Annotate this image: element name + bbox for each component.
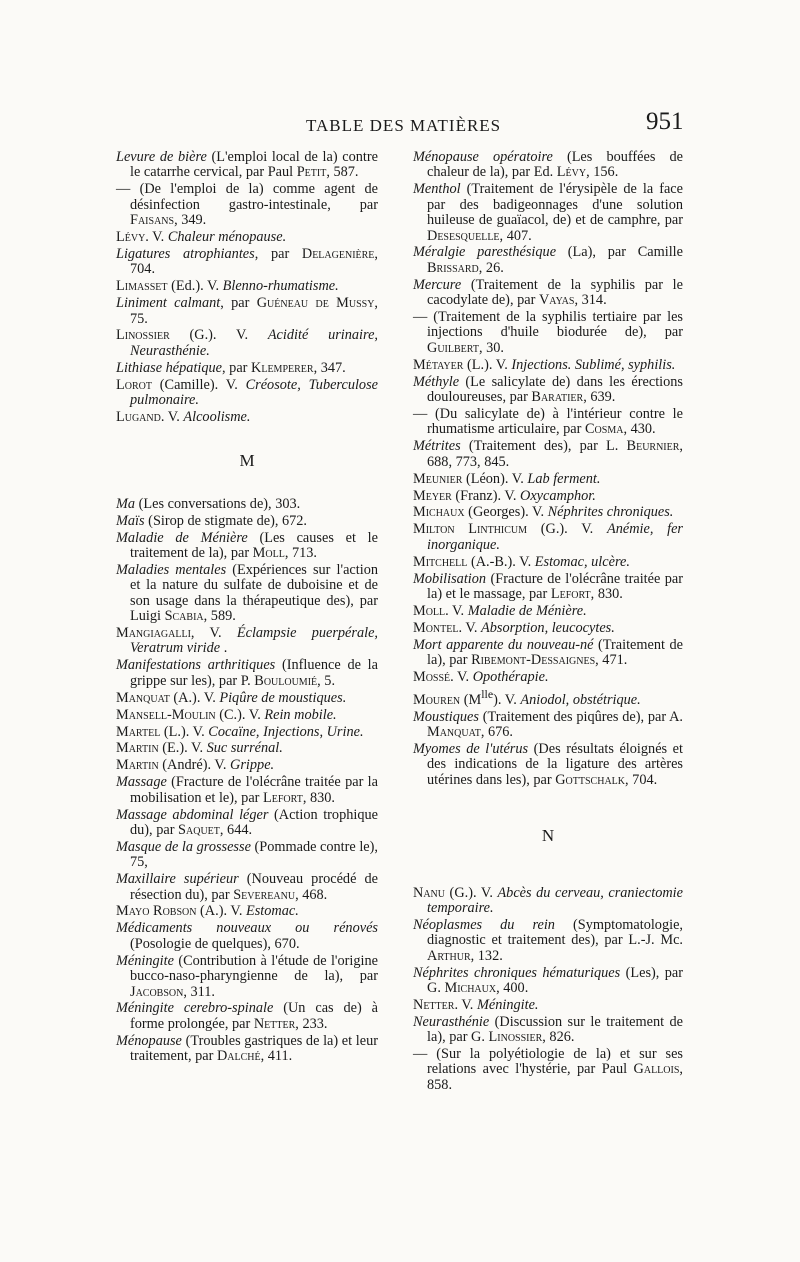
index-entry: Ma (Les conversations de), 303.	[116, 495, 301, 512]
index-entry: Meunier (Léon). V. Lab ferment.	[413, 470, 601, 487]
index-entry: Maladie de Ménière (Les causes et le traitement de la), par Moll, 713.	[116, 529, 379, 562]
page-number: 951	[646, 108, 684, 135]
section-letter: N	[541, 826, 555, 846]
index-entry: Lévy. V. Chaleur ménopause.	[116, 229, 287, 246]
index-entry: Lugand. V. Alcoolisme.	[116, 409, 251, 425]
index-entry: — (De l'emploi de la) comme agent de désinfection gastro-intestinale, par Faisans, 349.	[116, 181, 378, 229]
index-entry: Milton Linthicum (G.). V. Anémie, fer inorganique.	[413, 521, 683, 553]
index-entry: Moustiques (Traitement des piqûres de), par A. Manquat, 676.	[413, 708, 683, 740]
index-entry: Maladies mentales (Expériences sur l'action et la nature du sulfate de duboisine et de son usage dans la thérapeutique des), par Luigi Scabia, 589.	[116, 561, 379, 625]
index-entry: Nanu (G.). V. Abcès du cerveau, craniectomie temporaire.	[413, 884, 683, 916]
index-entry: Montel. V. Absorption, leucocytes.	[413, 619, 615, 636]
index-entry: Mobilisation (Fracture de l'olécrâne traitée par la) et le massage, par Lefort, 830.	[413, 570, 683, 602]
index-entry: Masque de la grossesse (Pommade contre le), 75,	[116, 838, 378, 871]
index-entry: — (Du salicylate de) à l'intérieur contre le rhumatisme articulaire, par Cosma, 430.	[413, 406, 683, 438]
index-entry: Meyer (Franz). V. Oxycamphor.	[413, 487, 596, 504]
index-entry: Maxillaire supérieur (Nouveau procédé de résection du), par Severeanu, 468.	[116, 871, 378, 903]
index-entry: Michaux (Georges). V. Néphrites chroniques.	[413, 504, 674, 521]
index-entry: Méningite (Contribution à l'étude de l'origine bucco-naso-pharyngienne de la), par Jacobson, 311.	[116, 952, 378, 1000]
index-entry: Néphrites chroniques hématuriques (Les), par G. Michaux, 400.	[413, 964, 683, 996]
index-column-right	[413, 150, 683, 1095]
index-entry: Menthol (Traitement de l'érysipèle de la face par des badigeonnages d'une solution huileuse de guaïacol, de) et de camphre, par Desesquelle, 407.	[413, 181, 683, 244]
index-entry: Lorot (Camille). V. Créosote, Tuberculose pulmonaire.	[116, 376, 378, 409]
index-entry: Lithiase hépatique, par Klemperer, 347.	[116, 359, 346, 376]
index-column-left	[116, 150, 378, 1066]
index-entry: Médicaments nouveaux ou rénovés (Posologie de quelques), 670.	[116, 920, 378, 952]
index-entry: Maïs (Sirop de stigmate de), 672.	[116, 512, 308, 529]
section-letter: M	[239, 451, 255, 471]
index-entry: Myomes de l'utérus (Des résultats éloignés et des indications de la ligature des artères utérines dans les), par Gottschalk, 704.	[413, 740, 683, 788]
index-entry: Martin (E.). V. Suc surrénal.	[116, 740, 283, 757]
index-entry: Limasset (Ed.). V. Blenno-rhumatisme.	[116, 278, 339, 295]
index-entry: Manquat (A.). V. Piqûre de moustiques.	[116, 689, 347, 706]
index-entry: Mayo Robson (A.). V. Estomac.	[116, 903, 299, 920]
index-entry: Ménopause (Troubles gastriques de la) et leur traitement, par Dalché, 411.	[116, 1032, 378, 1065]
index-entry: Martin (André). V. Grippe.	[116, 757, 275, 774]
index-entry: Métrites (Traitement des), par L. Beurnier, 688, 773, 845.	[413, 438, 683, 470]
index-entry: Méningite cerebro-spinale (Un cas de) à forme prolongée, par Netter, 233.	[116, 1000, 379, 1032]
index-entry: Ligatures atrophiantes, par Delagenière, 704.	[116, 245, 378, 278]
index-entry: Massage abdominal léger (Action trophique du), par Saquet, 644.	[116, 806, 378, 838]
running-title: TABLE DES MATIÈRES	[306, 116, 502, 135]
index-entry: Mitchell (A.-B.). V. Estomac, ulcère.	[413, 553, 630, 570]
index-entry: Méthyle (Le salicylate de) dans les érections douloureuses, par Baratier, 639.	[413, 373, 683, 406]
index-entry: Massage (Fracture de l'olécrâne traitée par la mobilisation et le), par Lefort, 830.	[116, 774, 378, 806]
index-entry: Manifestations arthritiques (Influence de la grippe sur les), par P. Bouloumié, 5.	[116, 657, 378, 689]
index-entry: Mort apparente du nouveau-né (Traitement de la), par Ribemont-Dessaignes, 471.	[413, 636, 683, 669]
index-entry: Mossé. V. Opothérapie.	[413, 669, 549, 685]
index-entry: Moll. V. Maladie de Ménière.	[413, 602, 587, 619]
index-entry: Mercure (Traitement de la syphilis par le cacodylate de), par Vayas, 314.	[413, 276, 683, 309]
index-entry: Levure de bière (L'emploi local de la) contre le catarrhe cervical, par Paul Petit, 587.	[116, 149, 378, 181]
index-entry: — (Sur la polyétiologie de la) et sur ses relations avec l'hystérie, par Paul Gallois, 858.	[413, 1046, 683, 1093]
index-entry: Mansell-Moulin (C.). V. Rein mobile.	[116, 706, 337, 723]
index-entry: Mouren $(M^{lle})$. V. Aniodol, obstétrique.	[413, 686, 641, 708]
index-entry: Netter. V. Méningite.	[413, 996, 539, 1013]
index-entry: Linossier (G.). V. Acidité urinaire, Neurasthénie.	[116, 327, 378, 359]
index-entry: Méralgie paresthésique (La), par Camille Brissard, 26.	[413, 244, 683, 276]
index-entry: — (Traitement de la syphilis tertiaire par les injections d'huile biodurée de), par Guilbert, 30.	[413, 309, 683, 356]
index-entry: Ménopause opératoire (Les bouffées de chaleur de la), par Ed. Lévy, 156.	[413, 149, 683, 181]
index-entry: Métayer (L.). V. Injections. Sublimé, syphilis.	[413, 356, 676, 373]
index-entry: Neurasthénie (Discussion sur le traitement de la), par G. Linossier, 826.	[413, 1013, 683, 1046]
index-entry: Liniment calmant, par Guéneau de Mussy, 75.	[116, 295, 378, 327]
index-entry: Martel (L.). V. Cocaïne, Injections, Urine.	[116, 723, 364, 740]
index-entry: Néoplasmes du rein (Symptomatologie, diagnostic et traitement des), par L.-J. Mc. Arthur, 132.	[413, 916, 683, 964]
index-entry: Mangiagalli, V. Éclampsie puerpérale, Veratrum viride .	[116, 625, 378, 657]
